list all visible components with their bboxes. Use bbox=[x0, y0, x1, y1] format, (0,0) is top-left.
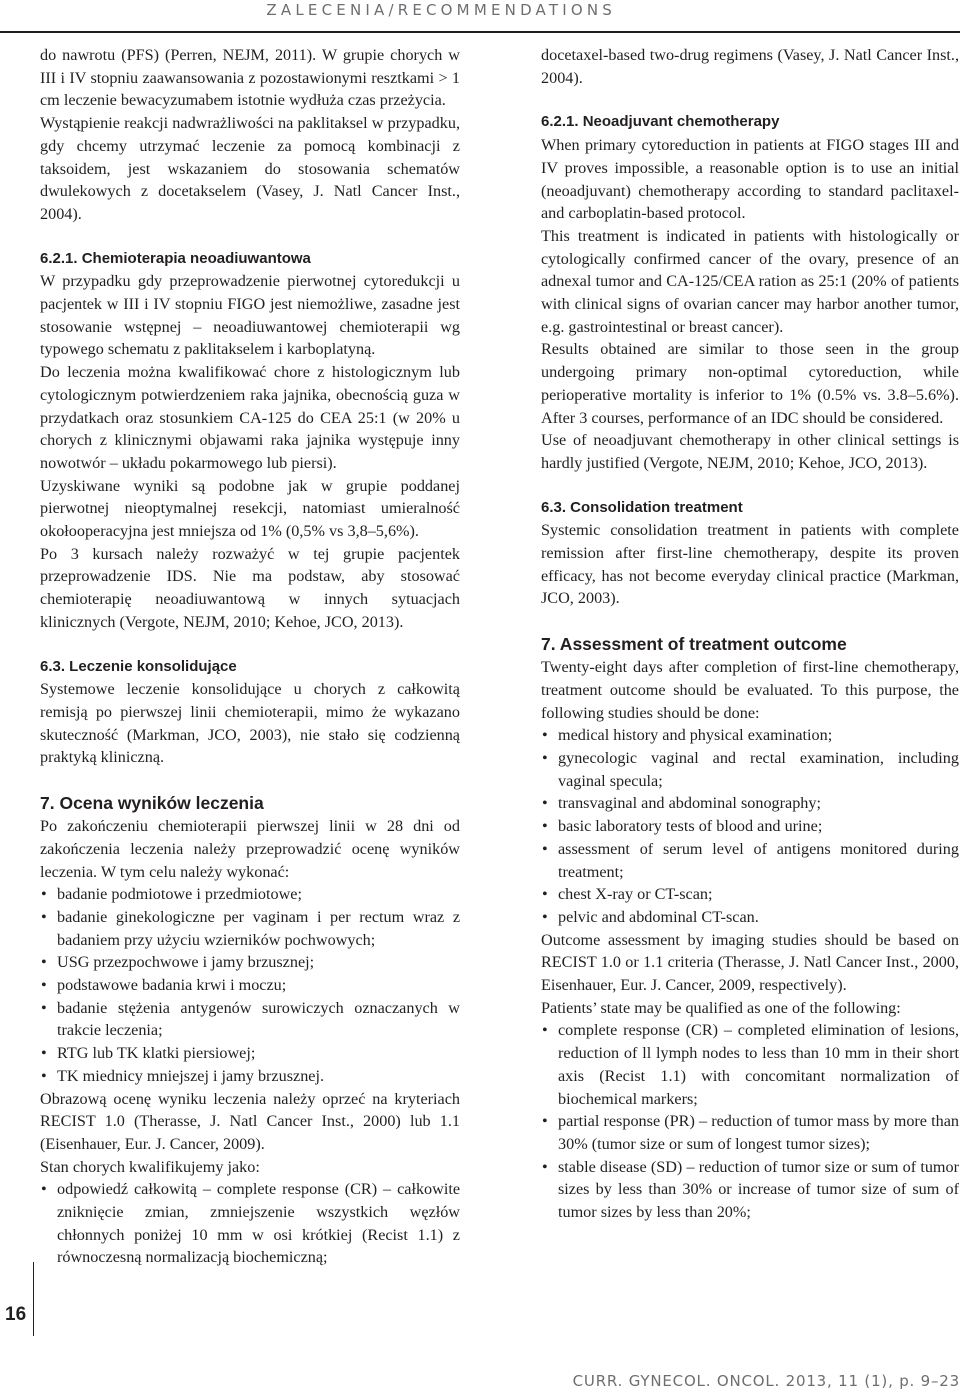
list-item: • partial response (PR) – reduction of tumor mass by more than 30% (tumor size or sum of longest tumor sizes); bbox=[541, 1110, 959, 1155]
paragraph: Po 3 kursach należy rozważyć w tej grupie pacjentek przeprowadzenie IDS. Nie ma podstaw, aby stosować chemioterapię neoadiuwantową w innych sytuacjach klinicznych (Vergote, NEJM, 2010; Kehoe, JCO, 2013). bbox=[40, 544, 460, 631]
paragraph: do nawrotu (PFS) (Perren, NEJM, 2011). W grupie chorych w III i IV stopniu zaawansowania z pozostawionymi resztkami > 1 cm leczenie bewacyzumabem istotnie wydłuża czas przeżycia. bbox=[40, 46, 460, 110]
section-heading-7: 7. Ocena wyników leczenia bbox=[40, 793, 264, 814]
paragraph: Stan chorych kwalifikujemy jako: bbox=[40, 1157, 260, 1176]
list-item: • transvaginal and abdominal sonography; bbox=[541, 792, 959, 815]
paragraph: Obrazową ocenę wyniku leczenia należy oprzeć na kryteriach RECIST 1.0 (Therasse, J. Natl Cancer Inst., 2000) lub 1.1 (Eisenhauer, Eur. J. Cancer, 2009). bbox=[40, 1089, 460, 1153]
paragraph: W przypadku gdy przeprowadzenie pierwotnej cytoredukcji u pacjentek w III i IV stopniu FIGO jest niemożliwe, zasadne jest stosowanie wstępnej – neoadiuwantowej chemioterapii wg typowego schematu z paklitakselem i karboplatyną. bbox=[40, 272, 460, 359]
paragraph: This treatment is indicated in patients with histologically or cytologically confirmed cancer of the ovary, presence of an adnexal tumor and CA-125/CEA ration as 25:1 (20% of patients with clinical signs of ovarian cancer may harbor another tumor, e.g. gastrointestinal or breast cancer). bbox=[541, 226, 959, 336]
paragraph: Outcome assessment by imaging studies should be based on RECIST 1.0 or 1.1 criteria (Therasse, J. Natl Cancer Inst., 2000, Eisenhauer, Eur. J. Cancer, 2009, respectively). bbox=[541, 930, 959, 995]
paragraph: Twenty-eight days after completion of first-line chemotherapy, treatment outcome should be evaluated. To this purpose, the following studies should be done: bbox=[541, 658, 959, 722]
list-item: • badanie ginekologiczne per vaginam i per rectum wraz z badaniem przy użyciu wzierników pochwowych; bbox=[40, 906, 460, 951]
paragraph: Uzyskiwane wyniki są podobne jak w grupie poddanej pierwotnej nieoptymalnej resekcji, natomiast umieralność okołooperacyjna jest mniejsza od 1% (0,5% vs 3,8–5,6%). bbox=[40, 476, 460, 541]
list-item: • odpowiedź całkowitą – complete response (CR) – całkowite zniknięcie zmian, zmniejszenie wszystkich węzłów chłonnych poniżej 10 mm w osi krótkiej (Recist 1.1) z równoczesną normalizacją biochemiczną; bbox=[40, 1178, 460, 1269]
paragraph: Po zakończeniu chemioterapii pierwszej linii w 28 dni od zakończenia leczenia należy przeprowadzić ocenę wyników leczenia. W tym celu należy wykonać: bbox=[40, 817, 460, 881]
list-item: • basic laboratory tests of blood and urine; bbox=[541, 815, 959, 838]
list-item: • complete response (CR) – completed elimination of lesions, reduction of ll lymph nodes to less than 10 mm in their short axis (Recist 1.1) with concomitant normalization of biochemical markers; bbox=[541, 1019, 959, 1110]
paragraph: Wystąpienie reakcji nadwrażliwości na paklitaksel w przypadku, gdy chcemy utrzymać leczenie za pomocą kombinacji z taksoidem, jest wskazaniem do stosowania schematów dwulekowych z docetakselem (Vasey, J. Natl Cancer Inst., 2004). bbox=[40, 114, 460, 223]
section-heading-6-3: 6.3. Leczenie konsolidujące bbox=[40, 657, 237, 675]
paragraph: Systemowe leczenie konsolidujące u chorych z całkowitą remisją po pierwszej linii chemioterapii, mimo że wykazano skuteczność (Markman, JCO, 2003), nie stało się codzienną praktyką kliniczną. bbox=[40, 680, 460, 767]
bullet-list bbox=[541, 1019, 959, 1223]
paragraph: Results obtained are similar to those seen in the group undergoing primary non-optimal cytoreduction, while perioperative mortality is inferior to 1% (0.5% vs. 3.8–5.6%). After 3 courses, performance of an IDC should be considered. bbox=[541, 340, 959, 427]
list-item: • podstawowe badania krwi i moczu; bbox=[40, 974, 460, 997]
page-number: 16 bbox=[5, 1304, 27, 1325]
bullet-list bbox=[541, 724, 959, 928]
bullet-list bbox=[40, 883, 460, 1087]
section-heading-6-2-1: 6.2.1. Neoadjuvant chemotherapy bbox=[541, 113, 780, 131]
bullet-list bbox=[40, 1178, 460, 1269]
running-header: ZALECENIA/RECOMMENDATIONS bbox=[266, 1, 616, 19]
paragraph: Patients’ state may be qualified as one of the following: bbox=[541, 998, 901, 1017]
page-number-rule bbox=[33, 1262, 34, 1336]
list-item: • RTG lub TK klatki piersiowej; bbox=[40, 1042, 460, 1065]
right-column-english bbox=[541, 44, 959, 1224]
list-item: • USG przezpochwowe i jamy brzusznej; bbox=[40, 951, 460, 974]
journal-citation-footer: CURR. GYNECOL. ONCOL. 2013, 11 (1), p. 9–23 bbox=[572, 1372, 960, 1390]
list-item: • pelvic and abdominal CT-scan. bbox=[541, 906, 959, 929]
list-item: • badanie podmiotowe i przedmiotowe; bbox=[40, 883, 460, 906]
paragraph: docetaxel-based two-drug regimens (Vasey, J. Natl Cancer Inst., 2004). bbox=[541, 46, 959, 87]
list-item: • badanie stężenia antygenów surowiczych oznaczanych w trakcie leczenia; bbox=[40, 997, 460, 1042]
list-item: • TK miednicy mniejszej i jamy brzusznej. bbox=[40, 1065, 460, 1088]
left-column-polish bbox=[40, 44, 460, 1269]
list-item: • medical history and physical examination; bbox=[541, 724, 959, 747]
section-heading-7: 7. Assessment of treatment outcome bbox=[541, 634, 847, 655]
paragraph: Do leczenia można kwalifikować chore z histologicznym lub cytologicznym potwierdzeniem raka jajnika, obecnością guza w przydatkach oraz stosunkiem CA-125 do CEA 25:1 (w 20% u chorych z klinicznymi objawami raka jajnika występuje inny nowotwór – układu pokarmowego lub piersi). bbox=[40, 363, 460, 472]
list-item: • gynecologic vaginal and rectal examination, including vaginal specula; bbox=[541, 747, 959, 792]
paragraph: Use of neoadjuvant chemotherapy in other clinical settings is hardly justified (Vergote, NEJM, 2010; Kehoe, JCO, 2013). bbox=[541, 431, 959, 472]
header-rule bbox=[0, 31, 960, 33]
paragraph: Systemic consolidation treatment in patients with complete remission after first-line chemotherapy, despite its proven efficacy, has not become everyday clinical practice (Markman, JCO, 2003). bbox=[541, 521, 959, 608]
section-heading-6-2-1: 6.2.1. Chemioterapia neoadiuwantowa bbox=[40, 249, 311, 267]
section-heading-6-3: 6.3. Consolidation treatment bbox=[541, 498, 743, 516]
list-item: • chest X-ray or CT-scan; bbox=[541, 883, 959, 906]
list-item: • assessment of serum level of antigens monitored during treatment; bbox=[541, 838, 959, 883]
paragraph: When primary cytoreduction in patients at FIGO stages III and IV proves impossible, a reasonable option is to use an initial (neoadjuvant) chemotherapy according to standard paclitaxel- and carboplatin-based protocol. bbox=[541, 136, 959, 223]
list-item: • stable disease (SD) – reduction of tumor size or sum of tumor sizes by less than 30% or increase of tumor size of sum of tumor sizes by less than 20%; bbox=[541, 1156, 959, 1224]
